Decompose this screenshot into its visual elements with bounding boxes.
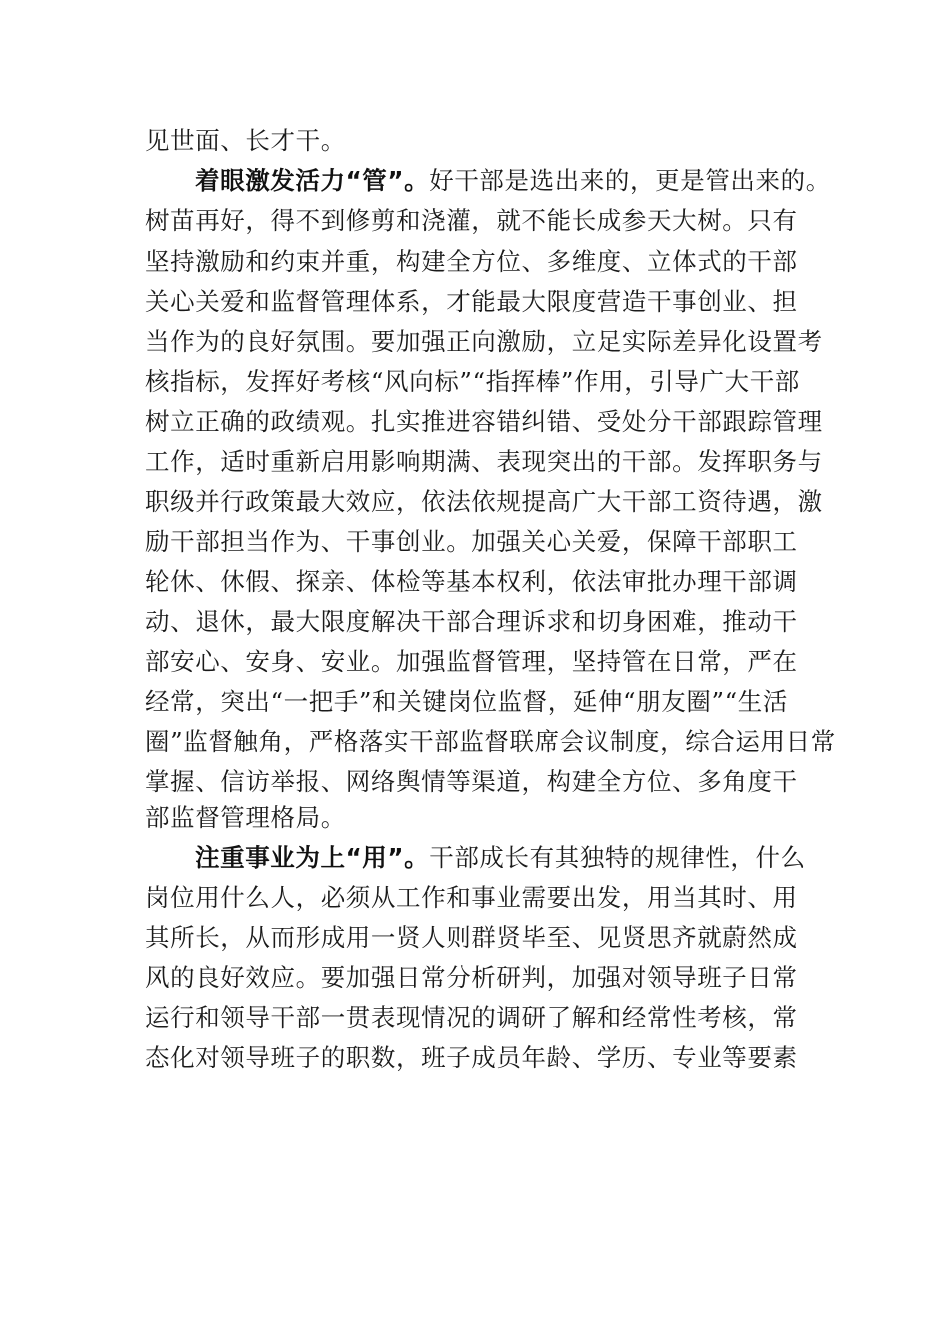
text-line: 工作，适时重新启用影响期满、表现突出的干部。发挥职务与 [145, 447, 823, 476]
text-line: 当作为的良好氛围。要加强正向激励，立足实际差异化设置考 [145, 327, 823, 356]
text-line: 树立正确的政绩观。扎实推进容错纠错、受处分干部跟踪管理 [145, 407, 823, 436]
text-line: 运行和领导干部一贯表现情况的调研了解和经常性考核，常 [145, 1003, 798, 1032]
text-line: 其所长，从而形成用一贤人则群贤毕至、见贤思齐就蔚然成 [145, 923, 798, 952]
paragraph-heading-line [195, 838, 875, 878]
text-line: 动、退休，最大限度解决干部合理诉求和切身困难，推动干 [145, 607, 798, 636]
text-line: 关心关爱和监督管理体系，才能最大限度营造干事创业、担 [145, 287, 798, 316]
paragraph-lead-text: 好干部是选出来的，更是管出来的。 [429, 166, 831, 195]
text-line: 树苗再好，得不到修剪和浇灌，就不能长成参天大树。只有 [145, 206, 798, 235]
text-line: 职级并行政策最大效应，依法依规提高广大干部工资待遇，激 [145, 487, 823, 516]
paragraph-lead-text: 干部成长有其独特的规律性，什么 [429, 843, 806, 872]
text-line: 坚持激励和约束并重，构建全方位、多维度、立体式的干部 [145, 247, 798, 276]
text-line: 态化对领导班子的职数，班子成员年龄、学历、专业等要素 [145, 1043, 798, 1072]
text-line: 风的良好效应。要加强日常分析研判，加强对领导班子日常 [145, 963, 798, 992]
text-line: 励干部担当作为、干事创业。加强关心关爱，保障干部职工 [145, 527, 798, 556]
text-line: 岗位用什么人，必须从工作和事业需要出发，用当其时、用 [145, 883, 798, 912]
text-line: 部监督管理格局。 [145, 803, 346, 832]
text-line: 掌握、信访举报、网络舆情等渠道，构建全方位、多角度干 [145, 767, 798, 796]
paragraph-heading: 注重事业为上“用”。 [195, 843, 430, 872]
text-line: 圈”监督触角，严格落实干部监督联席会议制度，综合运用日常 [145, 727, 836, 756]
text-line: 经常，突出“一把手”和关键岗位监督，延伸“朋友圈”“生活 [145, 687, 788, 716]
text-line: 核指标，发挥好考核“风向标”“指挥棒”作用，引导广大干部 [145, 367, 800, 396]
text-line: 部安心、安身、安业。加强监督管理，坚持管在日常，严在 [145, 647, 798, 676]
text-line: 轮休、休假、探亲、体检等基本权利，依法审批办理干部调 [145, 567, 798, 596]
text-line: 见世面、长才干。 [145, 126, 346, 155]
paragraph-heading-line [195, 161, 875, 201]
paragraph-heading: 着眼激发活力“管”。 [195, 166, 430, 195]
